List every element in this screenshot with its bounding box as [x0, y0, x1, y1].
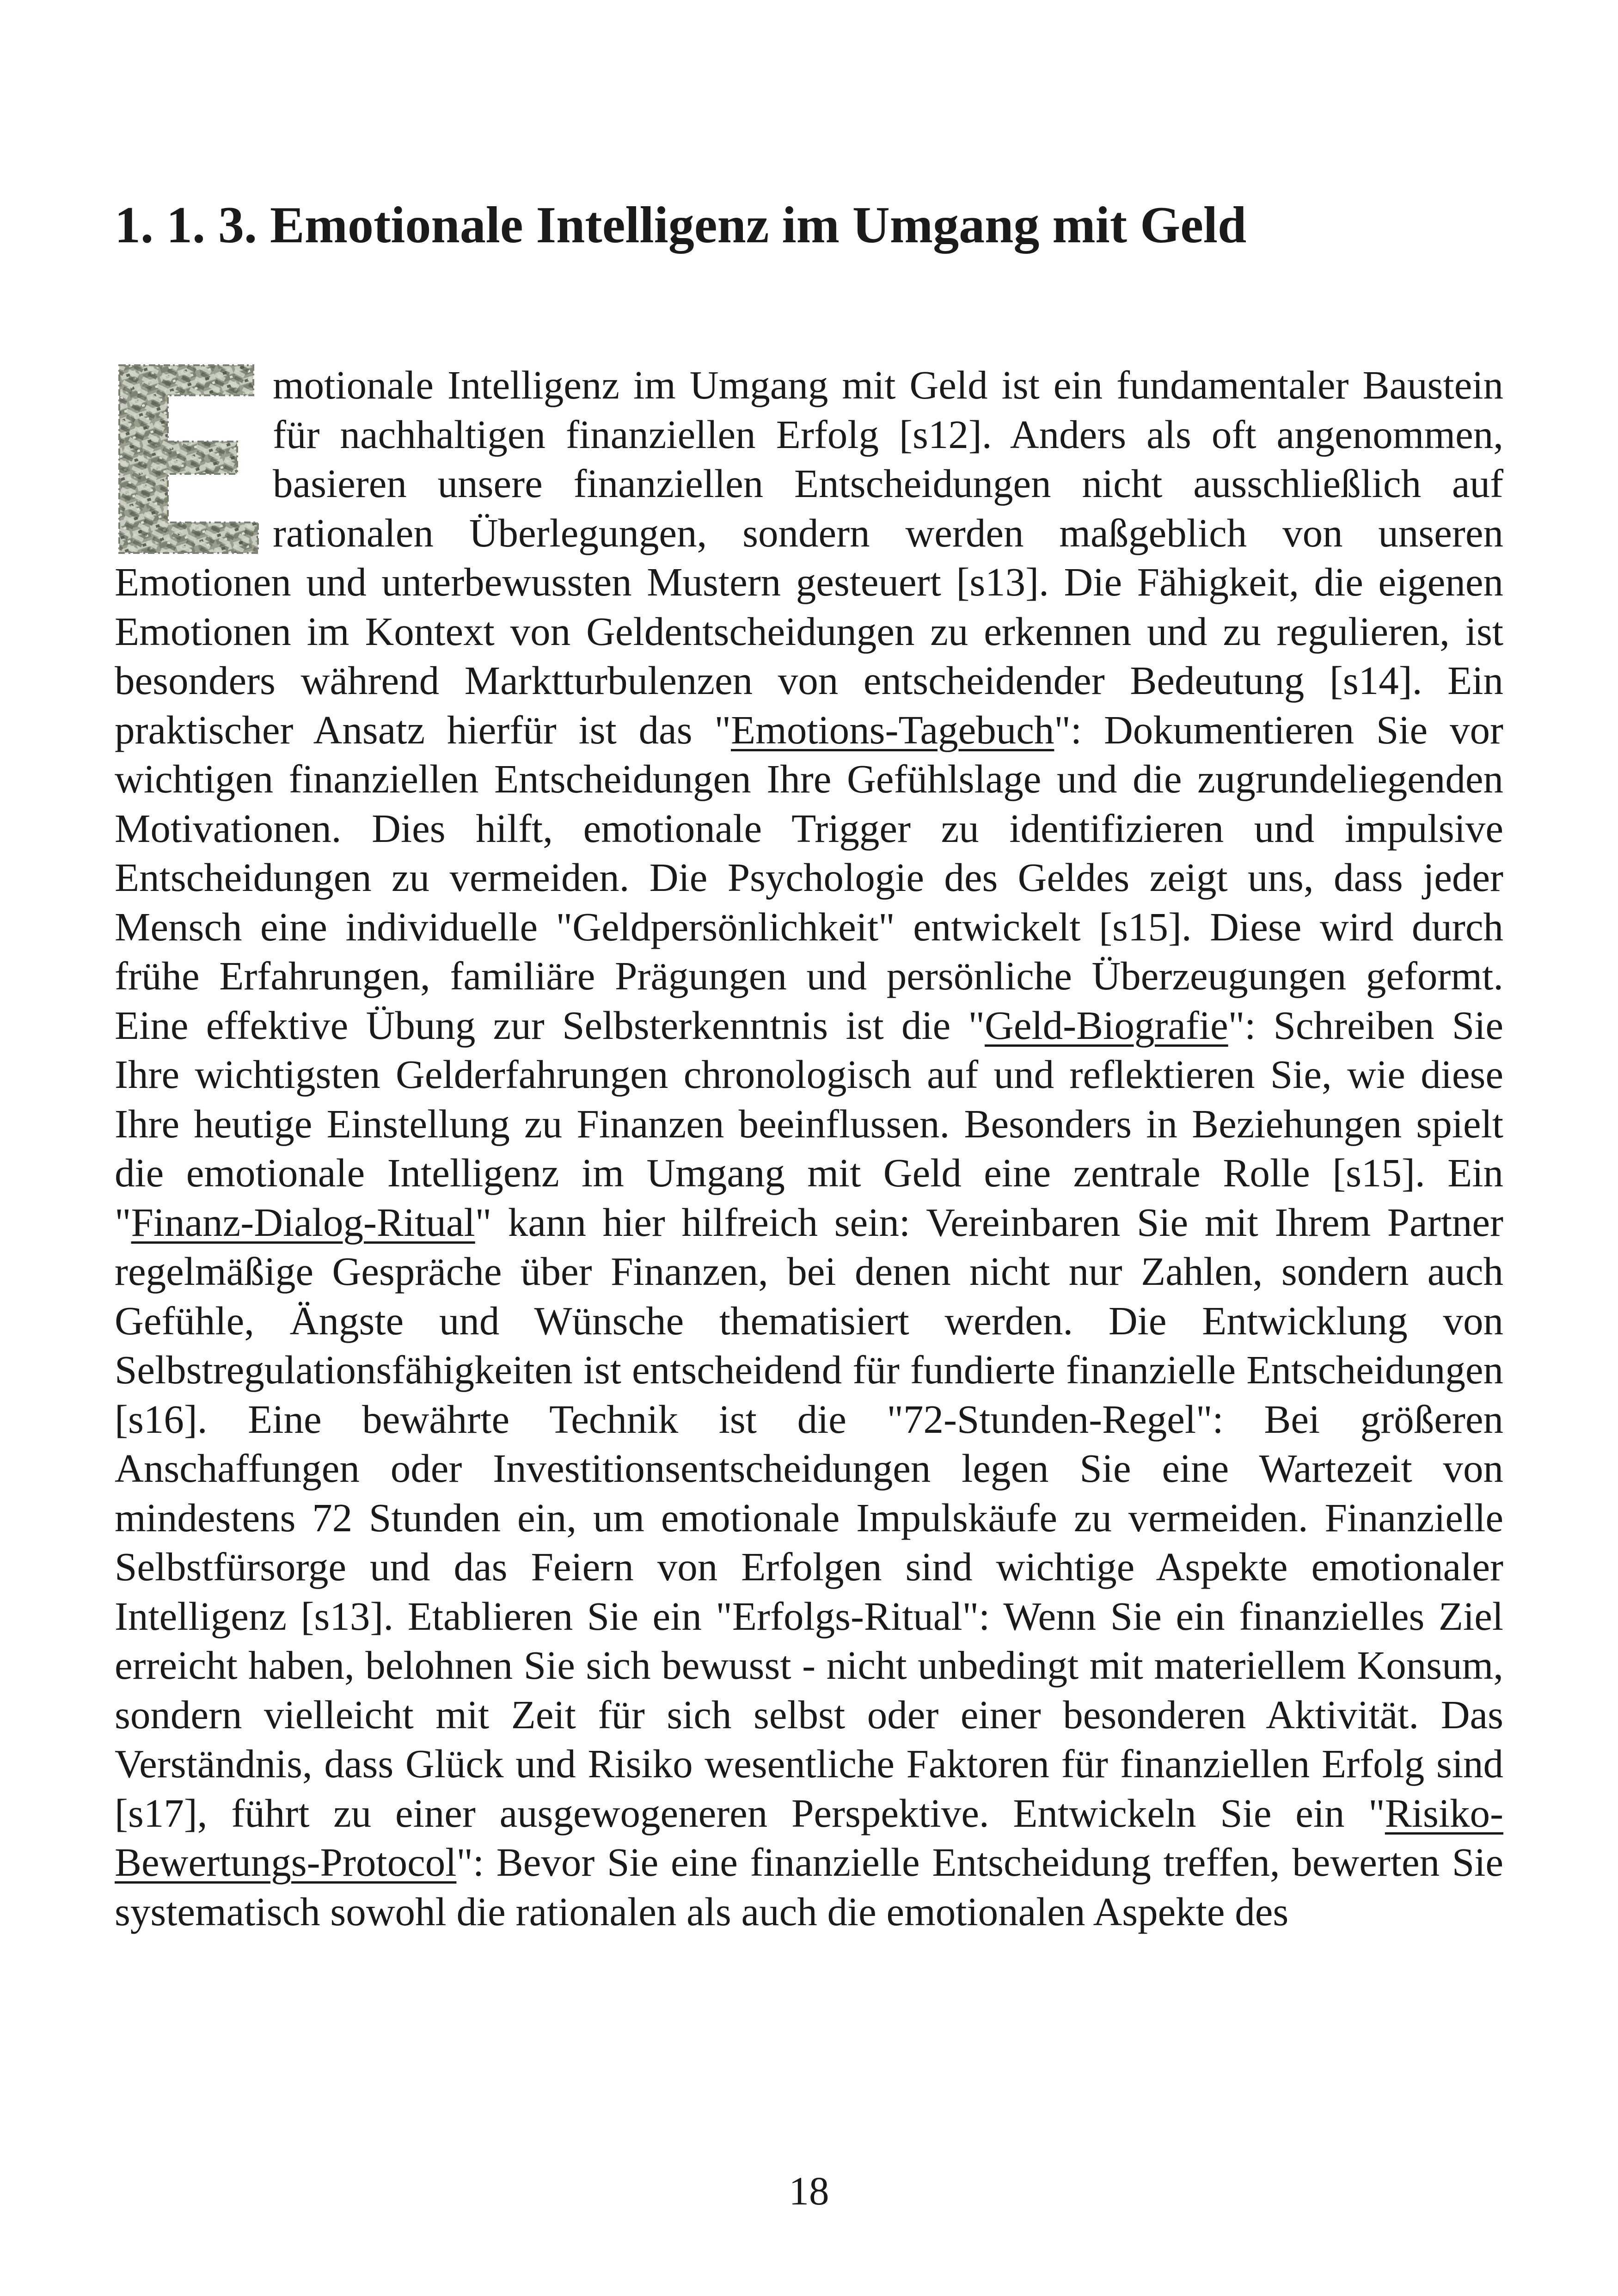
body-paragraph — [115, 361, 1503, 1936]
dropcap-money-letter — [115, 361, 263, 558]
link-risiko-bewertungs-protocol[interactable]: Risiko-Bewertungs-Protocol — [115, 1790, 1503, 1885]
text-segment: ": Bevor Sie eine finanzielle Entscheidung treffen, bewerten Sie systematisch sowohl die rationalen als auch die emotionalen Aspekte des — [115, 1840, 1503, 1934]
text-segment: " kann hier hilfreich sein: Vereinbaren Sie mit Ihrem Partner regelmäßige Gespräche über Finanzen, bei denen nicht nur Zahlen, sondern auch Gefühle, Ängste und Wünsche thematisiert werden. Die Entwicklung von Selbstregulationsfähigkeiten ist entscheidend für fundierte finanzielle Entscheidungen [s16]. Eine bewährte Technik ist die "72-Stunden-Regel": Bei größeren Anschaffungen oder Investitionsentscheidungen legen Sie eine Wartezeit von mindestens 72 Stunden ein, um emotionale Impulskäufe zu vermeiden. Finanzielle Selbstfürsorge und das Feiern von Erfolgen sind wichtige Aspekte emotionaler Intelligenz [s13]. Etablieren Sie ein "Erfolgs-Ritual": Wenn Sie ein finanzielles Ziel erreicht haben, belohnen Sie sich bewusst - nicht unbedingt mit materiellem Konsum, sondern vielleicht mit Zeit für sich selbst oder einer besonderen Aktivität. Das Verständnis, dass Glück und Risiko wesentliche Faktoren für finanziellen Erfolg sind [s17], führt zu einer ausgewogeneren Perspektive. Entwickeln Sie ein " — [115, 1199, 1503, 1836]
link-finanz-dialog-ritual[interactable]: Finanz-Dialog-Ritual — [131, 1199, 475, 1245]
paragraph-text — [115, 362, 1503, 1934]
page-number: 18 — [789, 2168, 829, 2213]
link-emotions-tagebuch[interactable]: Emotions-Tagebuch — [731, 707, 1054, 752]
text-segment: ": Dokumentieren Sie vor wichtigen finanziellen Entscheidungen Ihre Gefühlslage und die zugrundeliegenden Motivationen. Dies hilft, emotionale Trigger zu identifizieren und impulsive Entscheidungen zu vermeiden. Die Psychologie des Geldes zeigt uns, dass jeder Mensch eine individuelle "Geldpersönlichkeit" entwickelt [s15]. Diese wird durch frühe Erfahrungen, familiäre Prägungen und persönliche Überzeugungen geformt. Eine effektive Übung zur Selbsterkenntnis ist die " — [115, 707, 1503, 1048]
text-segment: motionale Intelligenz im Umgang mit Geld ist ein fundamentaler Baustein für nachhaltigen finanziellen Erfolg [s12]. Anders als oft angenommen, basieren unsere finanziellen Entscheidungen nicht ausschließlich auf rationalen Überlegungen, sondern werden maßgeblich von unseren Emotionen und unterbewussten Mustern gesteuert [s13]. Die Fähigkeit, die eigenen Emotionen im Kontext von Geldentscheidungen zu erkennen und zu regulieren, ist besonders während Marktturbulenzen von entscheidender Bedeutung [s14]. Ein praktischer Ansatz hierfür ist das " — [115, 362, 1503, 752]
section-heading: 1. 1. 3. Emotionale Intelligenz im Umgang mit Geld — [115, 196, 1247, 254]
money-bills-e-icon — [115, 361, 263, 558]
text-segment: ": Schreiben Sie Ihre wichtigsten Gelderfahrungen chronologisch auf und reflektieren Sie, wie diese Ihre heutige Einstellung zu Finanzen beeinflussen. Besonders in Beziehungen spielt die emotionale Intelligenz im Umgang mit Geld eine zentrale Rolle [s15]. Ein " — [115, 1002, 1503, 1245]
link-geld-biografie[interactable]: Geld-Biografie — [985, 1002, 1228, 1048]
